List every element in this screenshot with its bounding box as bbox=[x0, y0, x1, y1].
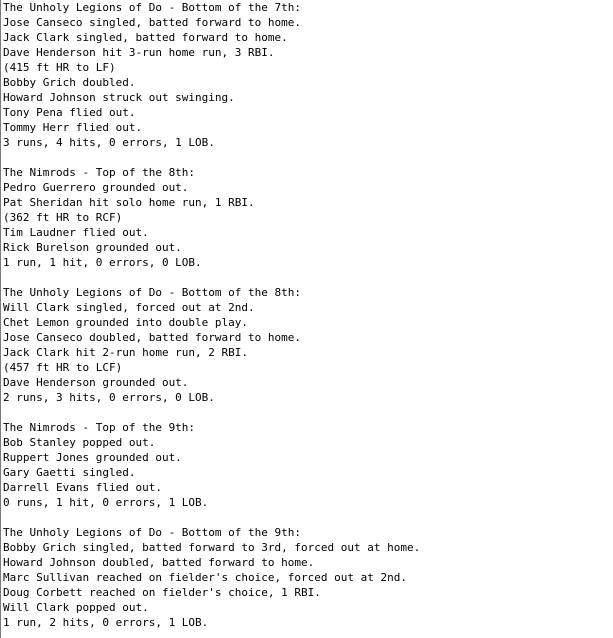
play-line: Chet Lemon grounded into double play. bbox=[3, 316, 249, 329]
play-line: Tony Pena flied out. bbox=[3, 106, 136, 119]
play-line: Bob Stanley popped out. bbox=[3, 436, 156, 449]
play-line: Jack Clark singled, batted forward to home. bbox=[3, 31, 288, 44]
inning-header: The Nimrods - Top of the 9th: bbox=[3, 421, 196, 434]
play-line: Howard Johnson struck out swinging. bbox=[3, 91, 235, 104]
play-line: Pat Sheridan hit solo home run, 1 RBI. bbox=[3, 196, 255, 209]
play-line: Jack Clark hit 2-run home run, 2 RBI. bbox=[3, 346, 249, 359]
inning-separator bbox=[3, 405, 420, 420]
play-line: (457 ft HR to LCF) bbox=[3, 361, 123, 374]
left-border bbox=[0, 0, 1, 638]
play-by-play-log bbox=[3, 0, 420, 630]
play-line: Dave Henderson grounded out. bbox=[3, 376, 189, 389]
inning-summary: 0 runs, 1 hit, 0 errors, 1 LOB. bbox=[3, 496, 209, 509]
inning-summary: 2 runs, 3 hits, 0 errors, 0 LOB. bbox=[3, 391, 215, 404]
play-line: Bobby Grich singled, batted forward to 3rd, forced out at home. bbox=[3, 541, 421, 554]
inning-summary: 1 run, 1 hit, 0 errors, 0 LOB. bbox=[3, 256, 202, 269]
inning-header: The Unholy Legions of Do - Bottom of the 8th: bbox=[3, 286, 302, 299]
inning-header: The Unholy Legions of Do - Bottom of the 9th: bbox=[3, 526, 302, 539]
inning-summary: 1 run, 2 hits, 0 errors, 1 LOB. bbox=[3, 616, 209, 629]
inning-header: The Unholy Legions of Do - Bottom of the 7th: bbox=[3, 1, 302, 14]
inning-separator bbox=[3, 270, 420, 285]
play-line: Gary Gaetti singled. bbox=[3, 466, 136, 479]
play-line: Ruppert Jones grounded out. bbox=[3, 451, 182, 464]
play-line: Rick Burelson grounded out. bbox=[3, 241, 182, 254]
play-line: (362 ft HR to RCF) bbox=[3, 211, 123, 224]
play-line: Jose Canseco singled, batted forward to home. bbox=[3, 16, 302, 29]
play-line: Will Clark singled, forced out at 2nd. bbox=[3, 301, 255, 314]
play-line: Pedro Guerrero grounded out. bbox=[3, 181, 189, 194]
inning-separator bbox=[3, 150, 420, 165]
inning-summary: 3 runs, 4 hits, 0 errors, 1 LOB. bbox=[3, 136, 215, 149]
play-line: Howard Johnson doubled, batted forward to home. bbox=[3, 556, 315, 569]
play-line: Dave Henderson hit 3-run home run, 3 RBI. bbox=[3, 46, 275, 59]
play-line: Will Clark popped out. bbox=[3, 601, 149, 614]
play-line: Marc Sullivan reached on fielder's choice, forced out at 2nd. bbox=[3, 571, 407, 584]
inning-separator bbox=[3, 510, 420, 525]
play-line: Tim Laudner flied out. bbox=[3, 226, 149, 239]
play-line: Bobby Grich doubled. bbox=[3, 76, 136, 89]
play-line: Tommy Herr flied out. bbox=[3, 121, 143, 134]
play-line: Doug Corbett reached on fielder's choice, 1 RBI. bbox=[3, 586, 321, 599]
inning-header: The Nimrods - Top of the 8th: bbox=[3, 166, 196, 179]
play-line: Darrell Evans flied out. bbox=[3, 481, 162, 494]
play-line: (415 ft HR to LF) bbox=[3, 61, 116, 74]
play-line: Jose Canseco doubled, batted forward to home. bbox=[3, 331, 302, 344]
